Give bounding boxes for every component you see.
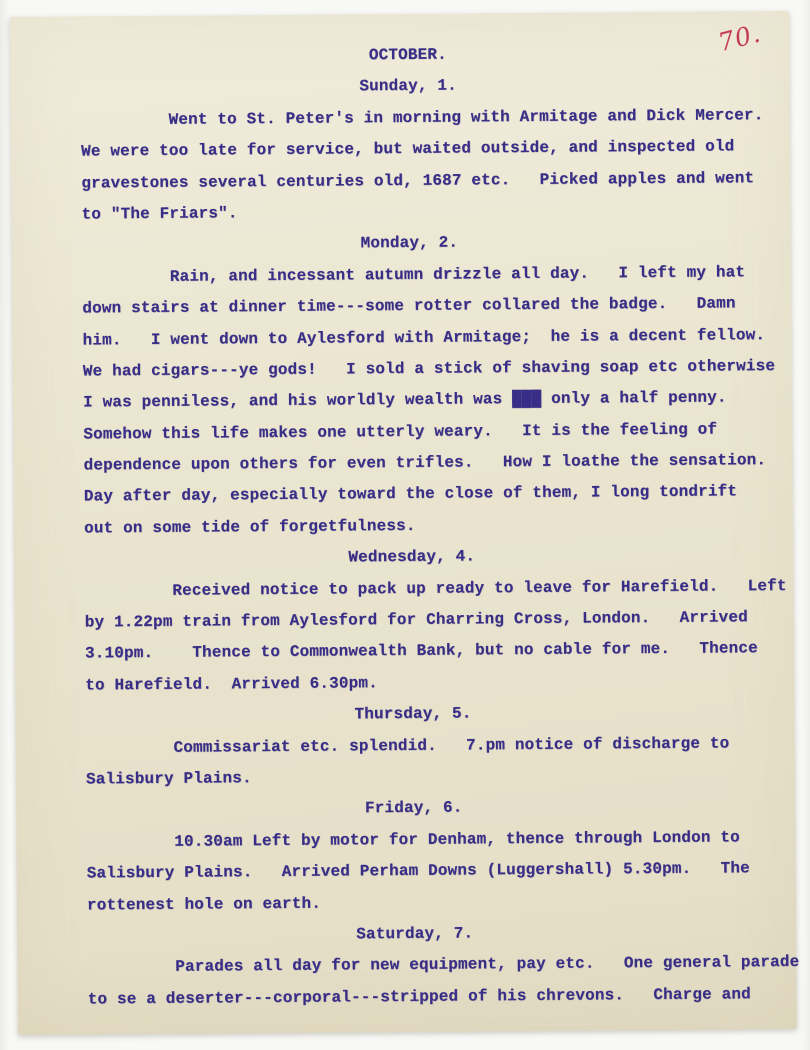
diary-line: Parades all day for new equipment, pay etc. One general parade	[87, 953, 800, 977]
diary-entries	[80, 68, 800, 1015]
diary-line: by 1.22pm train from Aylesford for Charring Cross, London. Arrived	[84, 608, 748, 632]
diary-line: We were too late for service, but waited outside, and inspected old	[81, 137, 735, 161]
diary-line: We had cigars---ye gods! I sold a stick of shaving soap etc otherwise	[82, 356, 776, 381]
diary-line: Somehow this life makes one utterly weary. It is the feeling of	[83, 420, 718, 444]
diary-line: Day after day, especially toward the close of them, I long tondrift	[83, 482, 738, 506]
diary-line: to "The Friars".	[81, 204, 238, 224]
entry-heading: Thursday, 5.	[354, 704, 472, 724]
entry-heading: Saturday, 7.	[356, 924, 474, 944]
diary-line: rottenest hole on earth.	[86, 894, 322, 915]
diary-line: Salisbury Plains.	[85, 769, 252, 789]
diary-line: I was penniless, and his worldly wealth was ███ only a half penny.	[82, 388, 727, 412]
diary-line: to Harefield. Arrived 6.30pm.	[85, 674, 378, 695]
diary-line: 3.10pm. Thence to Commonwealth Bank, but no cable for me. Thence	[84, 639, 758, 663]
diary-page	[10, 11, 800, 1035]
diary-line: Received notice to pack up ready to leave for Harefield. Left	[84, 576, 787, 601]
diary-line: him. I went down to Aylesford with Armitage; he is a decent fellow.	[82, 325, 766, 350]
entry-heading: Wednesday, 4.	[348, 547, 476, 567]
diary-line: out on some tide of forgetfulness.	[83, 516, 416, 538]
entry-heading: Monday, 2.	[360, 233, 459, 253]
entry-heading: Sunday, 1.	[359, 76, 457, 96]
entry-heading: Friday, 6.	[364, 798, 463, 818]
diary-line: Went to St. Peter's in morning with Armitage and Dick Mercer.	[80, 105, 764, 130]
diary-line: to se a deserter---corporal---stripped of his chrevons. Charge and	[87, 985, 751, 1009]
diary-line: 10.30am Left by motor for Denham, thence through London to	[86, 828, 740, 852]
page-title: OCTOBER.	[368, 45, 447, 65]
diary-line: gravestones several centuries old, 1687 etc. Picked apples and went	[81, 168, 755, 193]
page-number: 70.	[715, 18, 765, 58]
diary-line: Salisbury Plains. Arrived Perham Downs (Luggershall) 5.30pm. The	[86, 859, 750, 883]
diary-line: Commissariat etc. splendid. 7.pm notice of discharge to	[85, 734, 730, 758]
typewritten-text	[80, 37, 800, 1016]
diary-line: dependence upon others for even trifles. How I loathe the sensation.	[83, 451, 767, 475]
diary-line: Rain, and incessant autumn drizzle all day. I left my hat	[81, 263, 746, 287]
diary-line: down stairs at dinner time---some rotter collared the badge. Damn	[82, 294, 736, 318]
